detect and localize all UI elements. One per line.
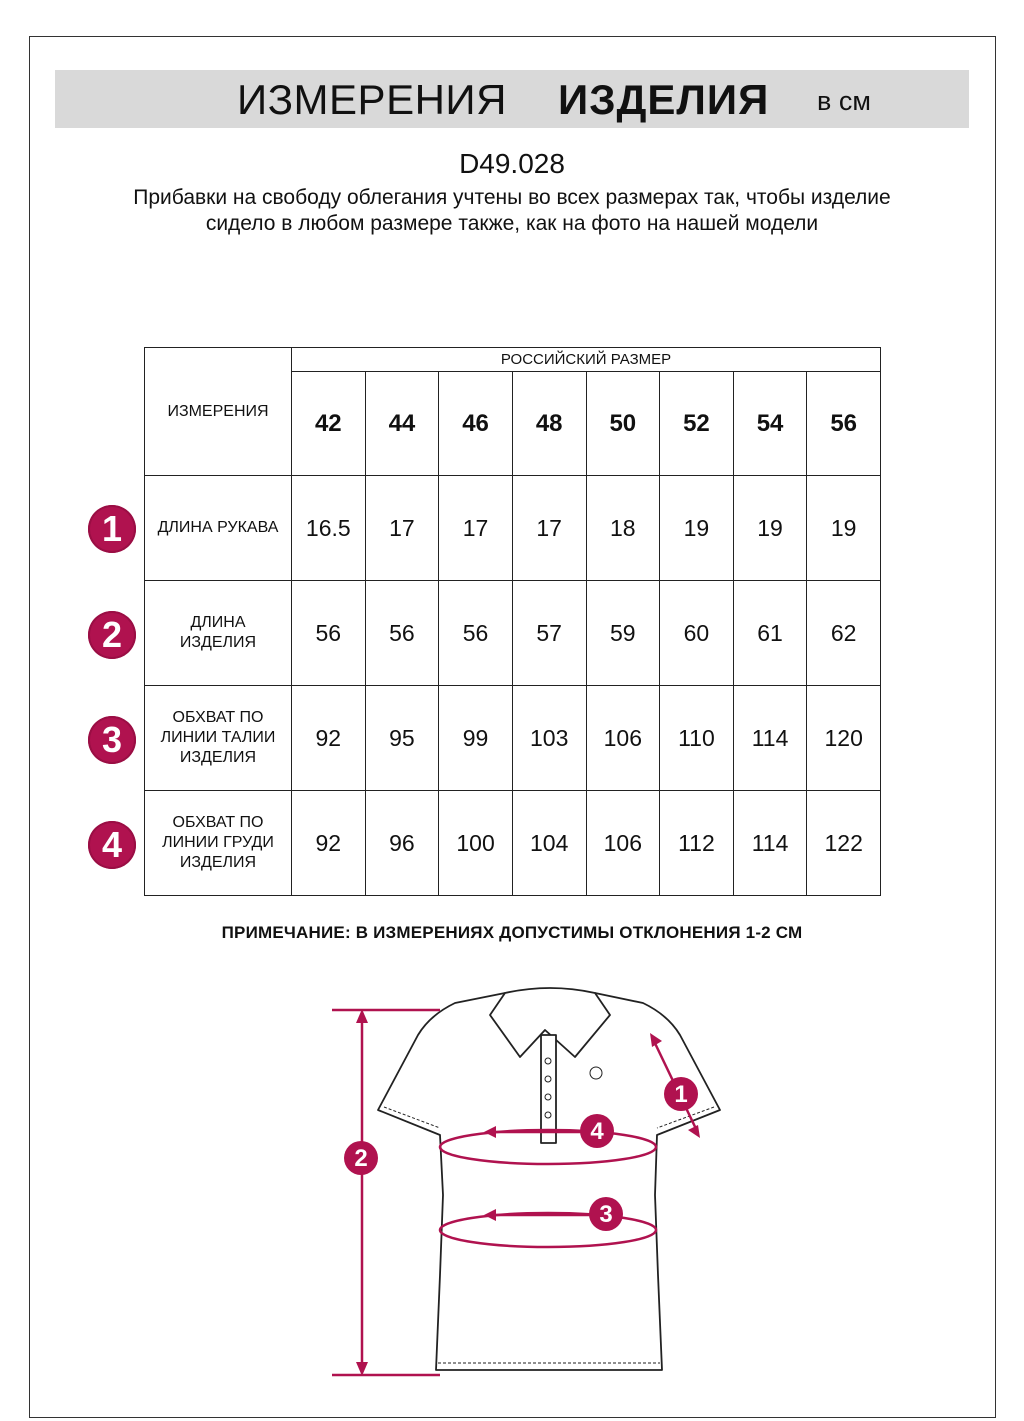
marker-4-label: 4 xyxy=(590,1118,604,1145)
title-banner xyxy=(55,70,969,128)
row-number-badge: 3 xyxy=(88,716,136,764)
button-icon xyxy=(545,1076,551,1082)
table-cell: 103 xyxy=(512,686,586,791)
table-row xyxy=(145,581,881,686)
row-label: ОБХВАТ ПО ЛИНИИ ГРУДИ ИЗДЕЛИЯ xyxy=(145,791,292,896)
title-regular: ИЗМЕРЕНИЯ xyxy=(237,76,507,123)
title-bold: ИЗДЕЛИЯ xyxy=(558,76,770,123)
table-cell: 114 xyxy=(733,686,807,791)
table-cell: 17 xyxy=(512,476,586,581)
size-header: 46 xyxy=(439,372,513,476)
table-cell: 92 xyxy=(292,686,366,791)
size-header: 56 xyxy=(807,372,881,476)
table-cell: 100 xyxy=(439,791,513,896)
table-cell: 16.5 xyxy=(292,476,366,581)
table-cell: 17 xyxy=(439,476,513,581)
table-cell: 122 xyxy=(807,791,881,896)
table-cell: 106 xyxy=(586,791,660,896)
logo-icon xyxy=(590,1067,602,1079)
table-cell: 19 xyxy=(733,476,807,581)
table-row xyxy=(145,686,881,791)
table-cell: 61 xyxy=(733,581,807,686)
row-number-badge: 2 xyxy=(88,611,136,659)
table-row xyxy=(145,476,881,581)
product-code: D49.028 xyxy=(459,148,565,179)
size-header: 54 xyxy=(733,372,807,476)
size-table xyxy=(144,347,881,896)
description: Прибавки на свободу облегания учтены во всех размерах так, чтобы изделие сидело в любом размере также, как на фото на нашей модели xyxy=(133,186,891,235)
button-icon xyxy=(545,1058,551,1064)
table-cell: 92 xyxy=(292,791,366,896)
button-icon xyxy=(545,1112,551,1118)
unit-label: в см xyxy=(817,86,871,116)
marker-2-label: 2 xyxy=(354,1145,368,1172)
size-header: 52 xyxy=(660,372,734,476)
row-label: ДЛИНА ИЗДЕЛИЯ xyxy=(145,581,292,686)
size-header: 44 xyxy=(365,372,439,476)
table-cell: 114 xyxy=(733,791,807,896)
table-cell: 120 xyxy=(807,686,881,791)
table-cell: 19 xyxy=(660,476,734,581)
table-cell: 17 xyxy=(365,476,439,581)
table-cell: 56 xyxy=(439,581,513,686)
measure-header: ИЗМЕРЕНИЯ xyxy=(145,348,292,476)
table-cell: 95 xyxy=(365,686,439,791)
shirt-placket xyxy=(541,1035,556,1143)
row-label: ОБХВАТ ПО ЛИНИИ ТАЛИИ ИЗДЕЛИЯ xyxy=(145,686,292,791)
table-cell: 56 xyxy=(292,581,366,686)
table-cell: 96 xyxy=(365,791,439,896)
row-number-badge: 1 xyxy=(88,505,136,553)
table-cell: 110 xyxy=(660,686,734,791)
table-cell: 104 xyxy=(512,791,586,896)
table-cell: 112 xyxy=(660,791,734,896)
table-cell: 106 xyxy=(586,686,660,791)
table-cell: 59 xyxy=(586,581,660,686)
table-cell: 57 xyxy=(512,581,586,686)
table-cell: 18 xyxy=(586,476,660,581)
tolerance-note: ПРИМЕЧАНИЕ: В ИЗМЕРЕНИЯХ ДОПУСТИМЫ ОТКЛОНЕНИЯ 1-2 СМ xyxy=(221,923,803,942)
row-number-badge: 4 xyxy=(88,821,136,869)
table-row xyxy=(145,791,881,896)
size-header: 48 xyxy=(512,372,586,476)
polo-shirt-diagram xyxy=(0,975,1024,1395)
table-cell: 19 xyxy=(807,476,881,581)
marker-3-label: 3 xyxy=(599,1201,613,1228)
table-cell: 56 xyxy=(365,581,439,686)
size-group-header: РОССИЙСКИЙ РАЗМЕР xyxy=(292,348,881,372)
table-cell: 62 xyxy=(807,581,881,686)
marker-1-label: 1 xyxy=(674,1081,688,1108)
table-cell: 99 xyxy=(439,686,513,791)
button-icon xyxy=(545,1094,551,1100)
size-header: 50 xyxy=(586,372,660,476)
table-cell: 60 xyxy=(660,581,734,686)
row-label: ДЛИНА РУКАВА xyxy=(145,476,292,581)
size-header: 42 xyxy=(292,372,366,476)
